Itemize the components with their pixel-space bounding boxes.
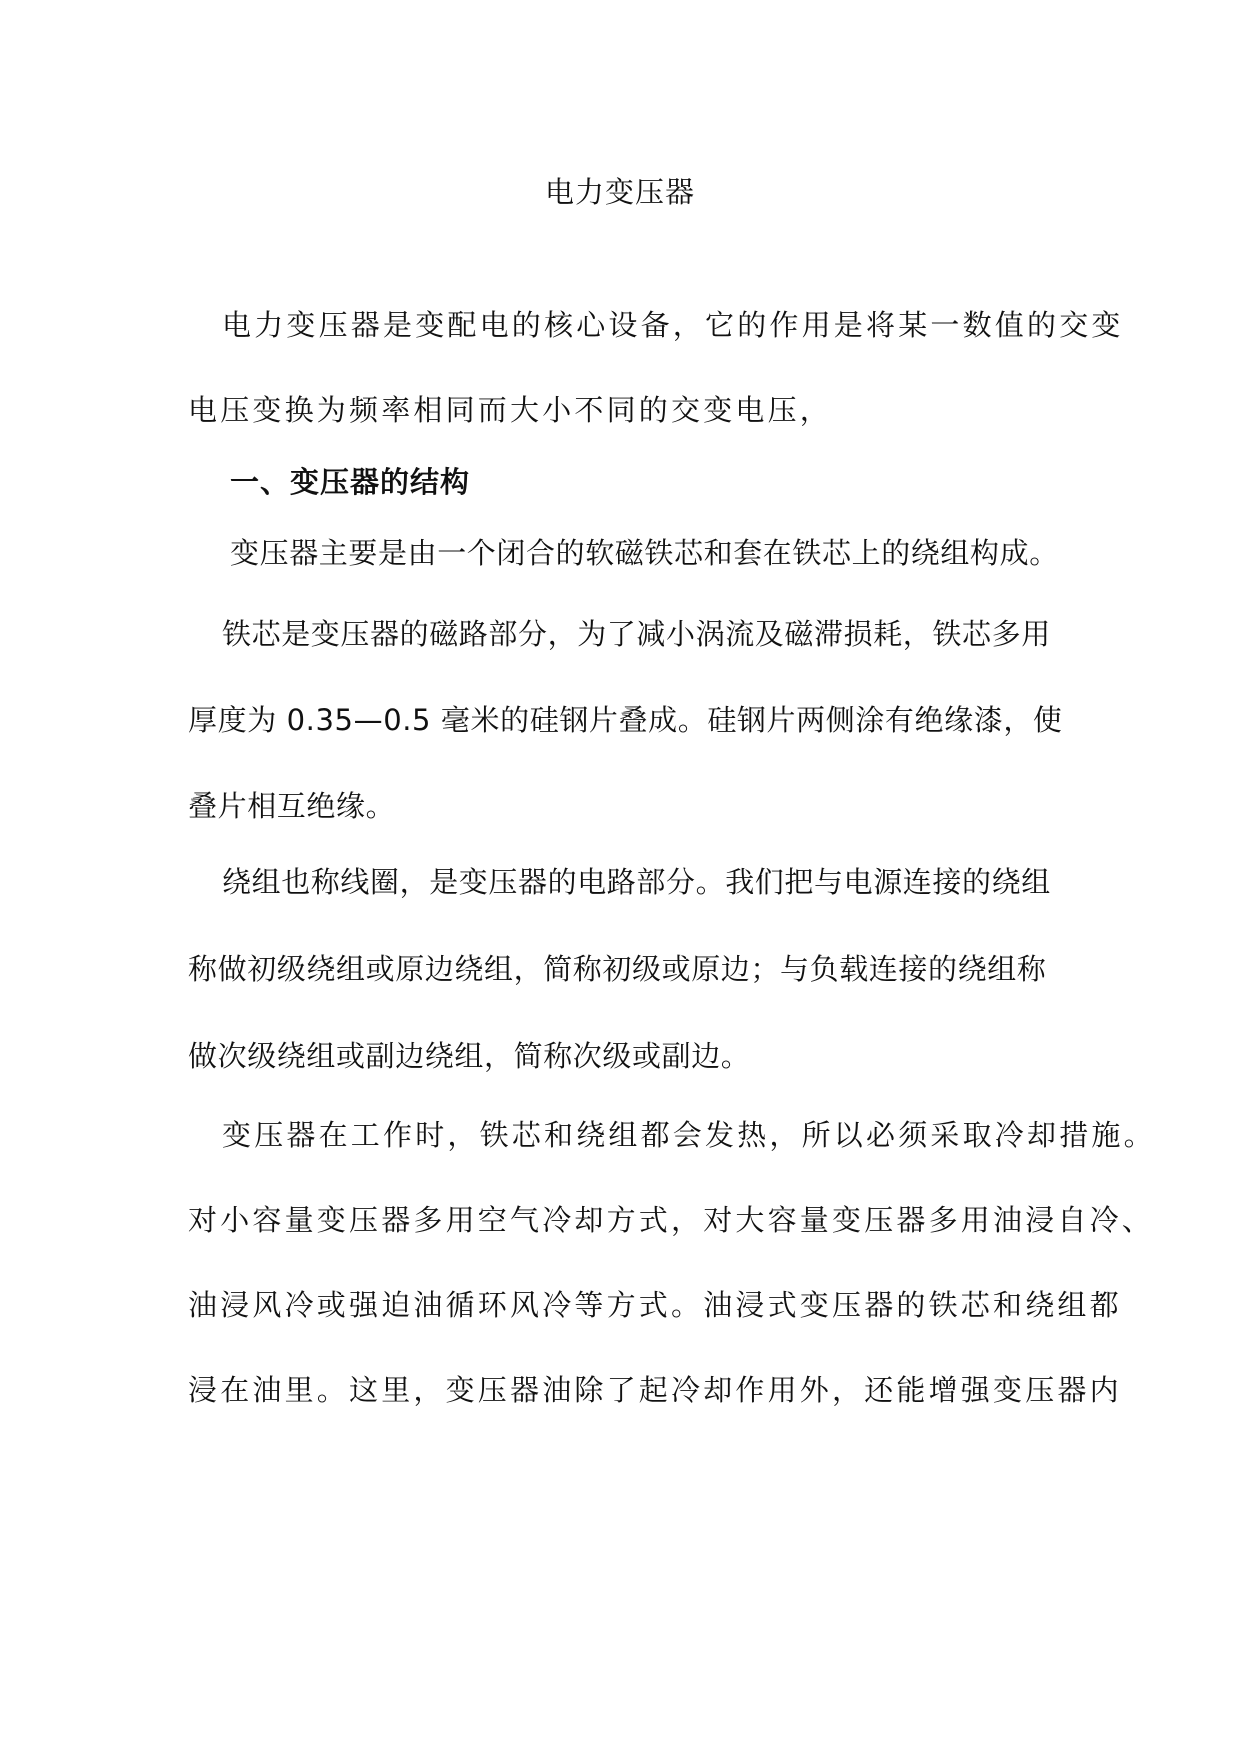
core-paragraph-line-3: 叠片相互绝缘。 — [188, 789, 396, 823]
winding-paragraph-line-3: 做次级绕组或副边绕组，简称次级或副边。 — [188, 1039, 751, 1073]
winding-paragraph-line-1: 绕组也称线圈，是变压器的电路部分。我们把与电源连接的绕组 — [222, 865, 1051, 899]
intro-line-2: 电压变换为频率相同而大小不同的交变电压， — [188, 393, 833, 427]
intro-line-1: 电力变压器是变配电的核心设备，它的作用是将某一数值的交变 — [222, 308, 1124, 342]
core-paragraph-line-2: 厚度为 0.35—0.5 毫米的硅钢片叠成。硅钢片两侧涂有绝缘漆，使 — [188, 703, 1063, 737]
cooling-paragraph-line-4: 浸在油里。这里，变压器油除了起冷却作用外，还能增强变压器内 — [188, 1373, 1122, 1407]
section-heading: 一、变压器的结构 — [230, 465, 471, 499]
cooling-paragraph-line-1: 变压器在工作时，铁芯和绕组都会发热，所以必须采取冷却措施。 — [222, 1118, 1156, 1152]
cooling-paragraph-line-3: 油浸风冷或强迫油循环风冷等方式。油浸式变压器的铁芯和绕组都 — [188, 1288, 1122, 1322]
structure-sentence: 变压器主要是由一个闭合的软磁铁芯和套在铁芯上的绕组构成。 — [230, 536, 1059, 570]
document-title: 电力变压器 — [544, 175, 695, 209]
cooling-paragraph-line-2: 对小容量变压器多用空气冷却方式，对大容量变压器多用油浸自冷、 — [188, 1203, 1155, 1237]
core-paragraph-line-1: 铁芯是变压器的磁路部分，为了减小涡流及磁滞损耗，铁芯多用 — [222, 617, 1051, 651]
winding-paragraph-line-2: 称做初级绕组或原边绕组，简称初级或原边；与负载连接的绕组称 — [188, 952, 1047, 986]
